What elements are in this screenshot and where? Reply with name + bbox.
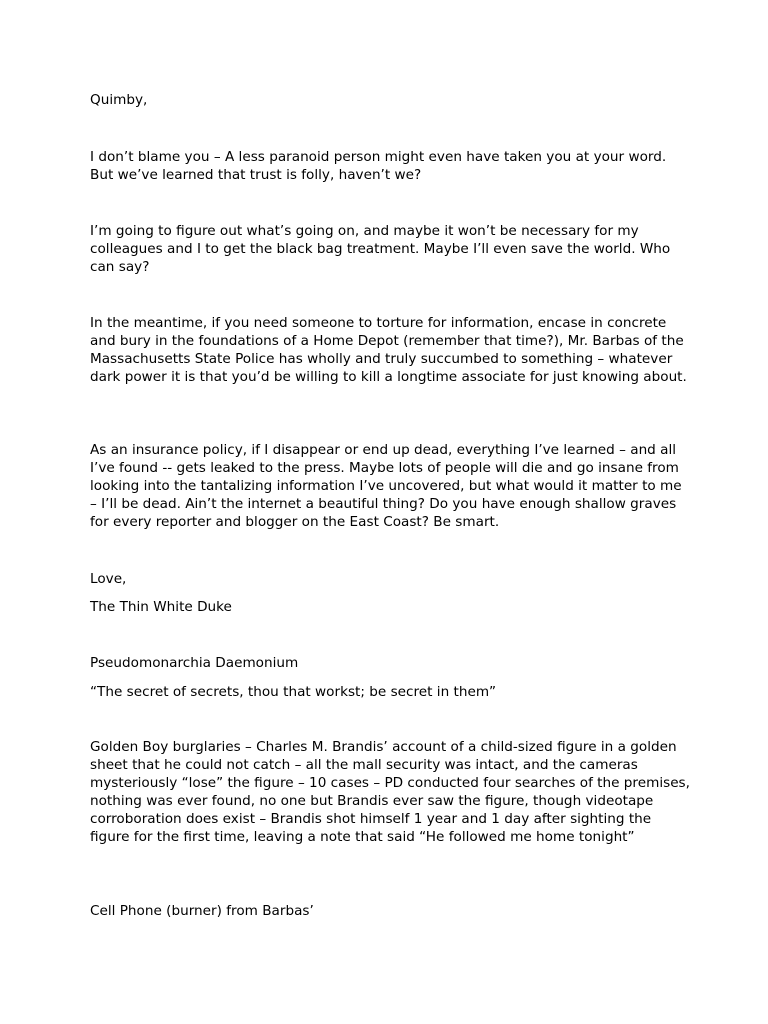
note-cell-phone: Cell Phone (burner) from Barbas’ <box>90 903 314 919</box>
paragraph-meantime: In the meantime, if you need someone to torture for information, encase in concrete and bury in the foundations of a Home Depot (remember that time?), Mr. Barbas of the Massachusetts State Police has wholly and truly succumbed to something – whatever dark power it is that you’d be willing to kill a longtime associate for just knowing about. <box>90 315 687 385</box>
paragraph-insurance-policy: As an insurance policy, if I disappear or end up dead, everything I’ve learned – and all I’ve found -- gets leaked to the press. Maybe lots of people will die and go insane from looking into the tantalizing information I’ve uncovered, but what would it matter to me – I’ll be dead. Ain’t the internet a beautiful thing? Do you have enough shallow graves for every reporter and blogger on the East Coast? Be smart. <box>90 442 682 530</box>
quote: “The secret of secrets, thou that workst; be secret in them” <box>90 684 497 700</box>
salutation: Quimby, <box>90 92 148 108</box>
closing: Love, <box>90 571 127 587</box>
paragraph-trust: I don’t blame you – A less paranoid person might even have taken you at your word. But we’ve learned that trust is folly, haven’t we? <box>90 149 667 183</box>
signature: The Thin White Duke <box>90 599 232 615</box>
paragraph-figure-out: I’m going to figure out what’s going on, and maybe it won’t be necessary for my colleagues and I to get the black bag treatment. Maybe I’ll even save the world. Who can say? <box>90 223 671 275</box>
note-golden-boy: Golden Boy burglaries – Charles M. Brandis’ account of a child-sized figure in a golden sheet that he could not catch – all the mall security was intact, and the cameras mysteriously “lose” the figure – 10 cases – PD conducted four searches of the premises, nothing was ever found, no one but Brandis ever saw the figure, though videotape corroboration does exist – Brandis shot himself 1 year and 1 day after sighting the figure for the first time, leaving a note that said “He followed me home tonight” <box>90 739 690 845</box>
notes-title: Pseudomonarchia Daemonium <box>90 655 299 671</box>
